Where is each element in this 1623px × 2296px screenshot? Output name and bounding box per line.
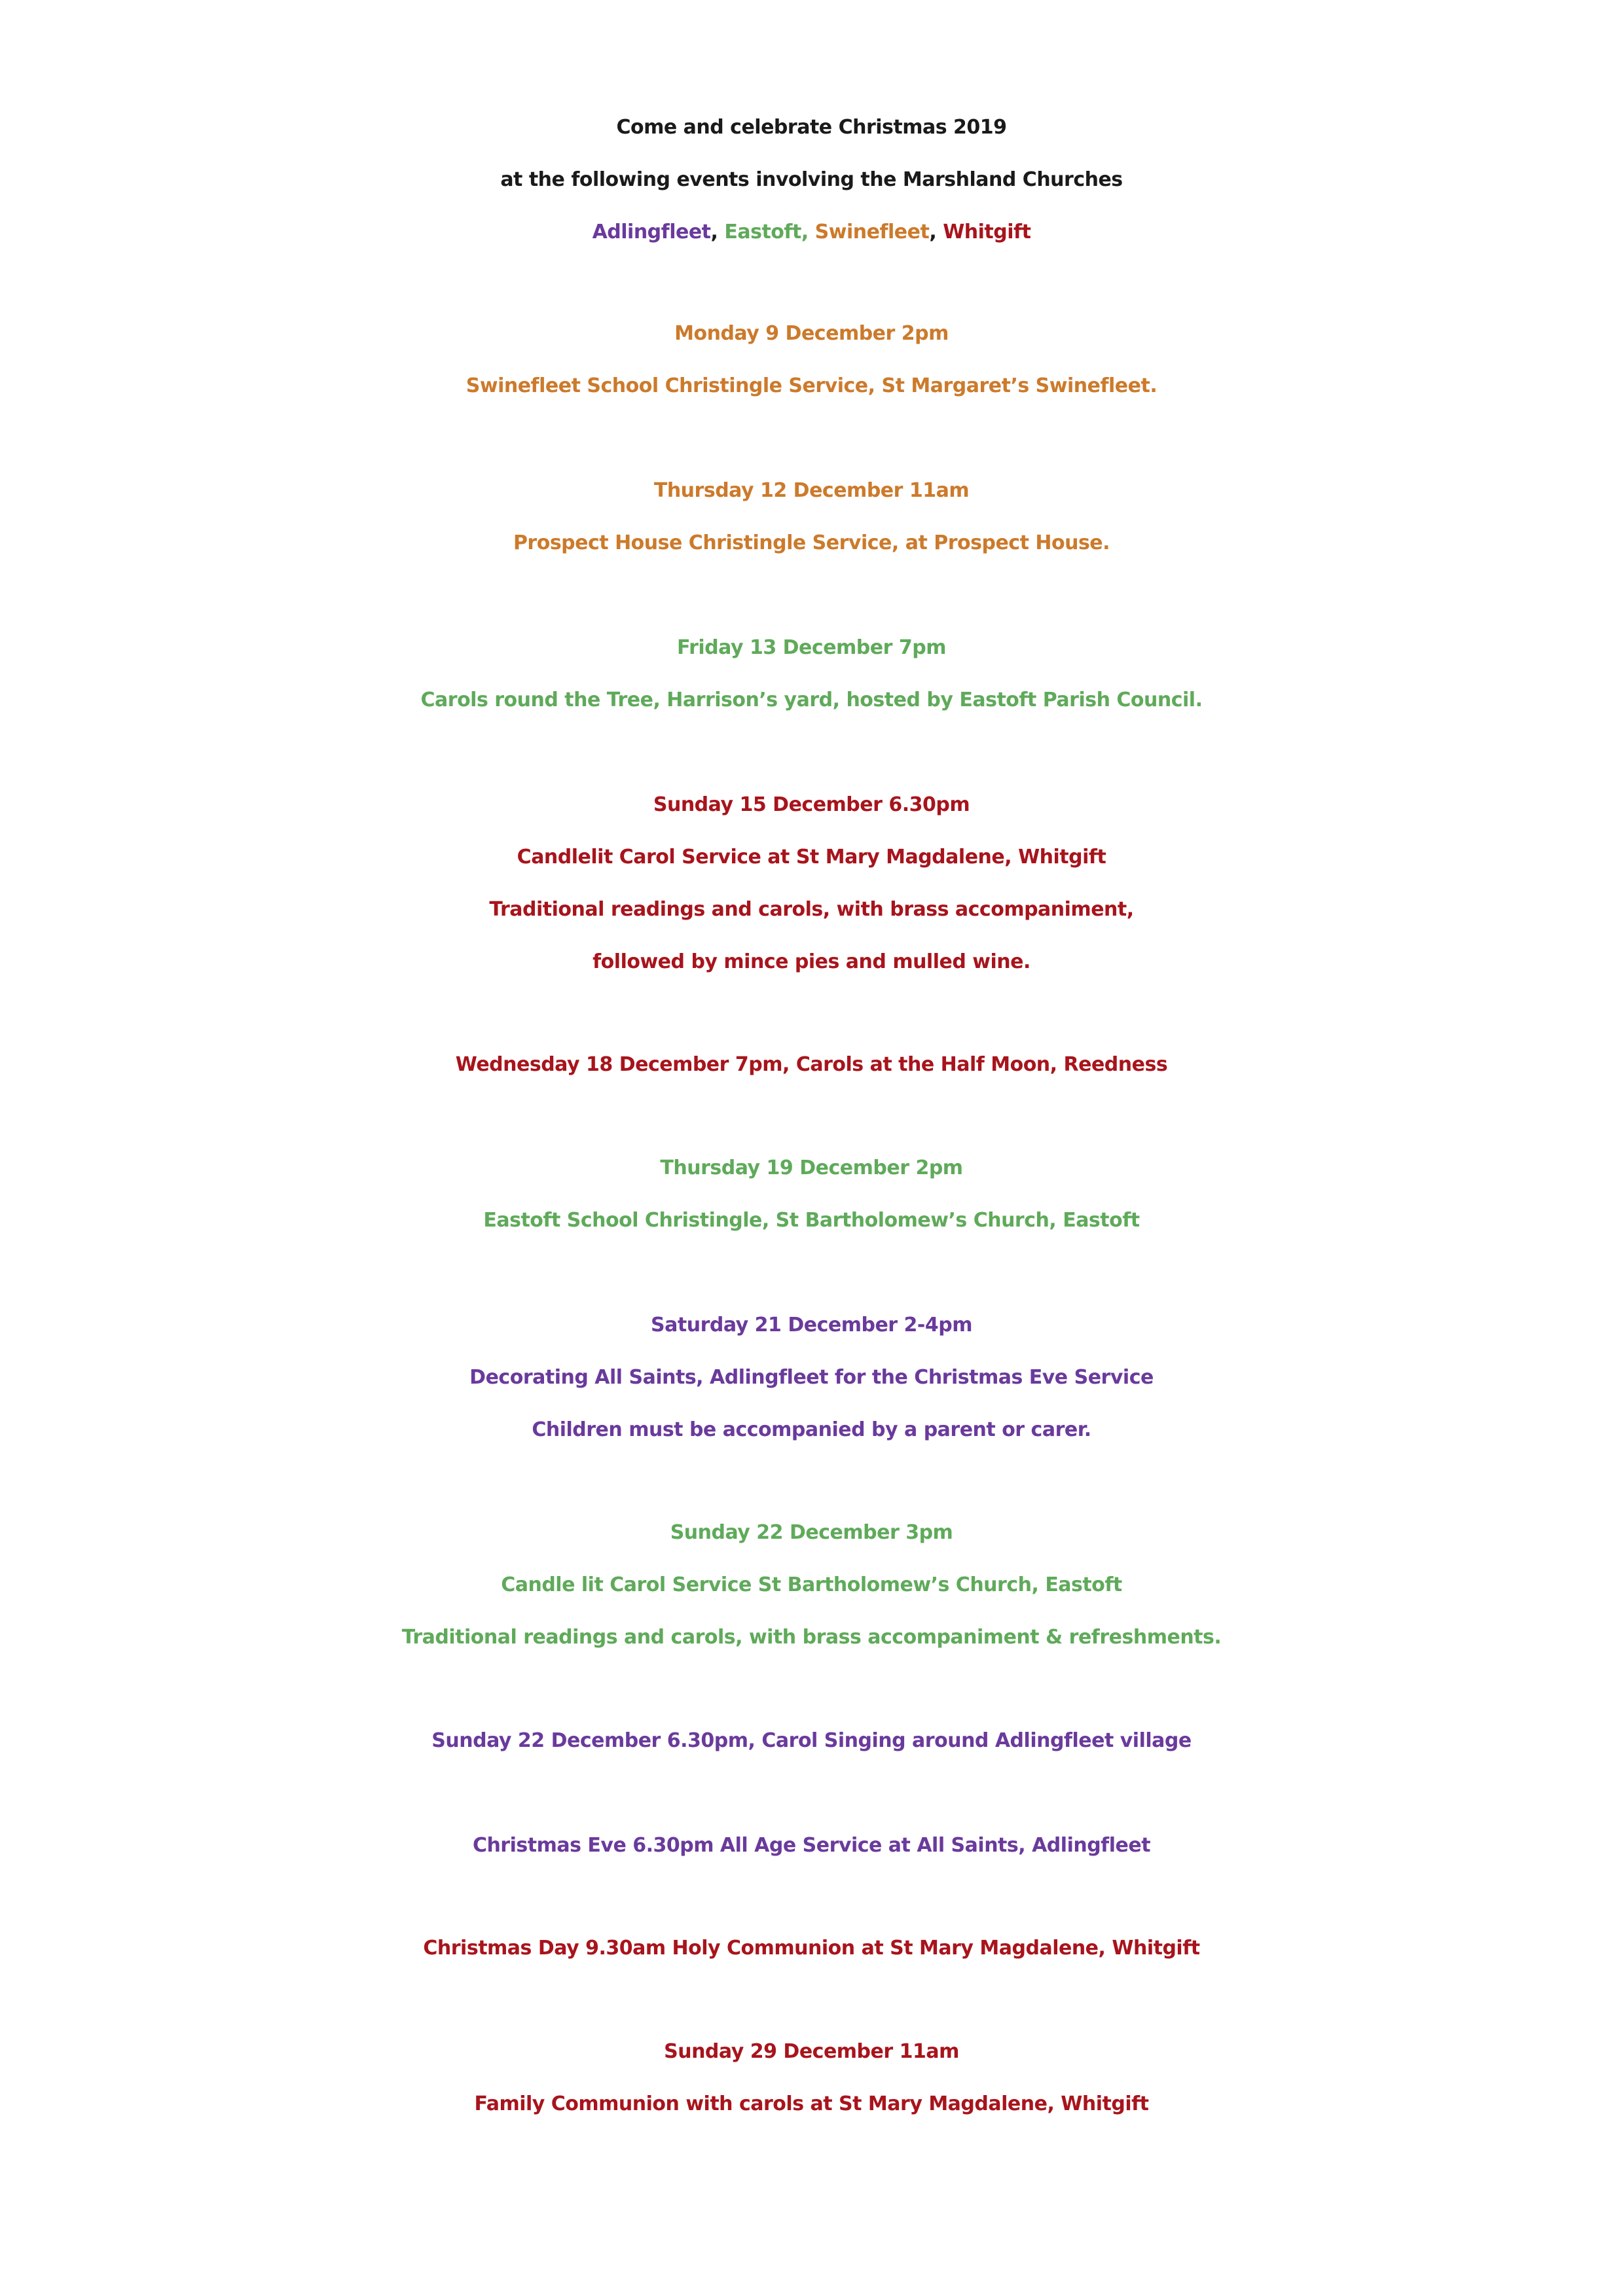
event-date: Sunday 22 December 3pm [670, 1521, 953, 1544]
event-details: Traditional readings and carols, with brass accompaniment & refreshments. [401, 1626, 1222, 1649]
event-date: Sunday 15 December 6.30pm [653, 793, 970, 816]
event-description: Eastoft School Christingle, St Bartholomew’s Church, Eastoft [483, 1209, 1140, 1232]
event-entry [0, 1715, 1623, 1767]
event-entry [0, 1922, 1623, 1975]
event-description: Decorating All Saints, Adlingfleet for the Christmas Eve Service [469, 1366, 1154, 1389]
event-description: Candlelit Carol Service at St Mary Magdalene, Whitgift [517, 846, 1106, 869]
event-entry [0, 622, 1623, 726]
event-date: Thursday 12 December 11am [653, 479, 970, 502]
church-list [0, 206, 1623, 259]
event-entry [0, 1820, 1623, 1872]
church-separator: , [710, 221, 725, 243]
event-date: Saturday 21 December 2-4pm [651, 1314, 972, 1336]
event-entry [0, 1039, 1623, 1091]
event-description: Carols round the Tree, Harrison’s yard, hosted by Eastoft Parish Council. [420, 689, 1203, 711]
event-description: Candle lit Carol Service St Bartholomew’s Church, Eastoft [501, 1573, 1122, 1596]
event-description: Wednesday 18 December 7pm, Carols at the Half Moon, Reedness [455, 1053, 1168, 1076]
flyer-header [0, 101, 1623, 259]
event-entry [0, 1299, 1623, 1456]
event-description: Swinefleet School Christingle Service, St Margaret’s Swinefleet. [465, 374, 1158, 397]
event-description: Family Communion with carols at St Mary Magdalene, Whitgift [474, 2092, 1149, 2115]
header-subtitle: at the following events involving the Marshland Churches [500, 168, 1123, 191]
church-whitgift: Whitgift [943, 221, 1031, 243]
event-date: Monday 9 December 2pm [674, 322, 949, 345]
event-description: Christmas Eve 6.30pm All Age Service at All Saints, Adlingfleet [472, 1834, 1151, 1857]
event-date: Thursday 19 December 2pm [660, 1157, 963, 1179]
event-description: Prospect House Christingle Service, at Prospect House. [513, 531, 1110, 554]
event-entry [0, 1142, 1623, 1247]
event-date: Friday 13 December 7pm [677, 636, 946, 659]
event-details: Children must be accompanied by a parent or carer. [532, 1418, 1091, 1441]
event-entry [0, 779, 1623, 988]
event-entry [0, 465, 1623, 569]
event-date: Sunday 29 December 11am [664, 2040, 959, 2063]
church-separator: , [929, 221, 943, 243]
event-entry [0, 2026, 1623, 2130]
event-entry [0, 1507, 1623, 1664]
church-swinefleet: Swinefleet [814, 221, 930, 243]
church-eastoft: Eastoft, [724, 221, 815, 243]
header-title: Come and celebrate Christmas 2019 [616, 116, 1007, 139]
event-entry [0, 308, 1623, 412]
event-description: Christmas Day 9.30am Holy Communion at St Mary Magdalene, Whitgift [423, 1937, 1200, 1960]
event-description: Sunday 22 December 6.30pm, Carol Singing around Adlingfleet village [431, 1729, 1192, 1752]
church-adlingfleet: Adlingfleet [592, 221, 711, 243]
event-details: followed by mince pies and mulled wine. [593, 950, 1030, 973]
event-details: Traditional readings and carols, with brass accompaniment, [489, 898, 1134, 921]
